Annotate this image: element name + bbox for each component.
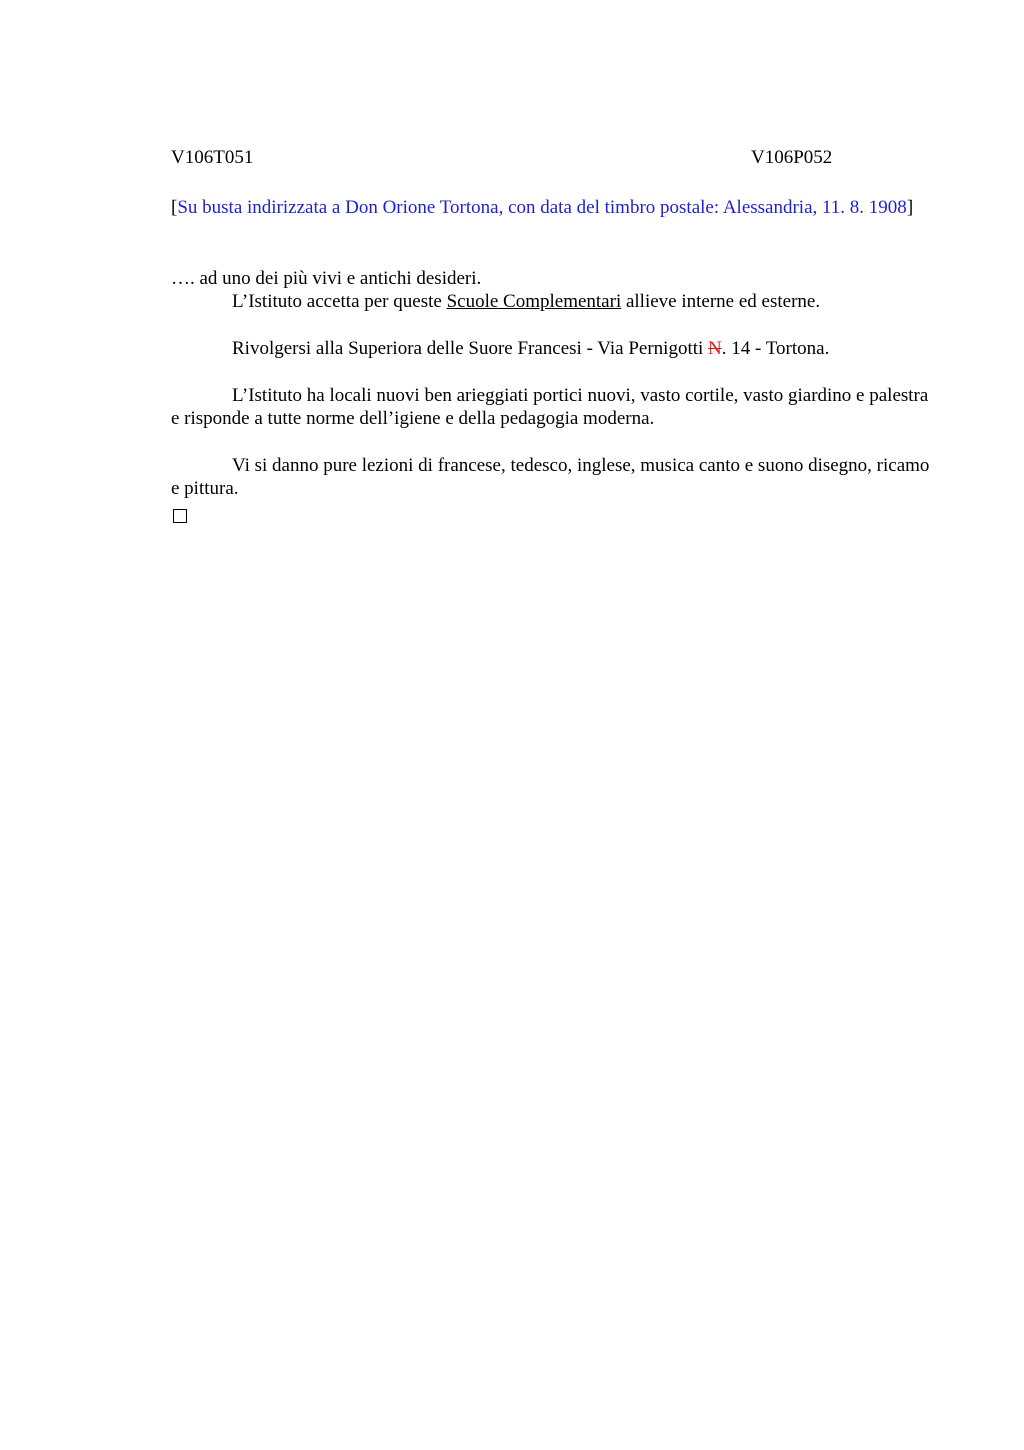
left-document-code: V106T051 xyxy=(171,147,254,168)
note-open-bracket: [ xyxy=(171,197,178,218)
letter-body xyxy=(171,267,931,523)
struck-text: N xyxy=(708,338,722,359)
editorial-note xyxy=(171,196,916,219)
paragraph-admissions xyxy=(171,290,931,313)
underlined-school-name: Scuole Complementari xyxy=(446,291,622,312)
paragraph-lessons: Vi si danno pure lezioni di francese, tedesco, inglese, musica canto e suono disegno, ricamo e pittura. xyxy=(171,455,930,499)
paragraph-facilities: L’Istituto ha locali nuovi ben arieggiati portici nuovi, vasto cortile, vasto giardino e palestra e risponde a tutte norme dell’igiene e della pedagogia moderna. xyxy=(171,385,929,429)
note-close-bracket: ] xyxy=(906,197,914,218)
right-document-code: V106P052 xyxy=(751,147,833,168)
paragraph-contact-end: . 14 - Tortona. xyxy=(721,338,830,359)
document-header xyxy=(171,146,931,170)
empty-checkbox-mark xyxy=(173,509,187,523)
document-page xyxy=(171,146,931,523)
paragraph-admissions-end: allieve interne ed esterne. xyxy=(621,291,821,312)
letter-opening: …. ad uno dei più vivi e antichi desideri. xyxy=(171,268,482,289)
paragraph-contact xyxy=(171,337,931,360)
note-text: Su busta indirizzata a Don Orione Tortona, con data del timbro postale: Alessandria, 11. 8. 1908 xyxy=(177,197,907,218)
paragraph-admissions-start: L’Istituto accetta per queste xyxy=(232,291,447,312)
paragraph-contact-start: Rivolgersi alla Superiora delle Suore Francesi - Via Pernigotti xyxy=(232,338,709,359)
